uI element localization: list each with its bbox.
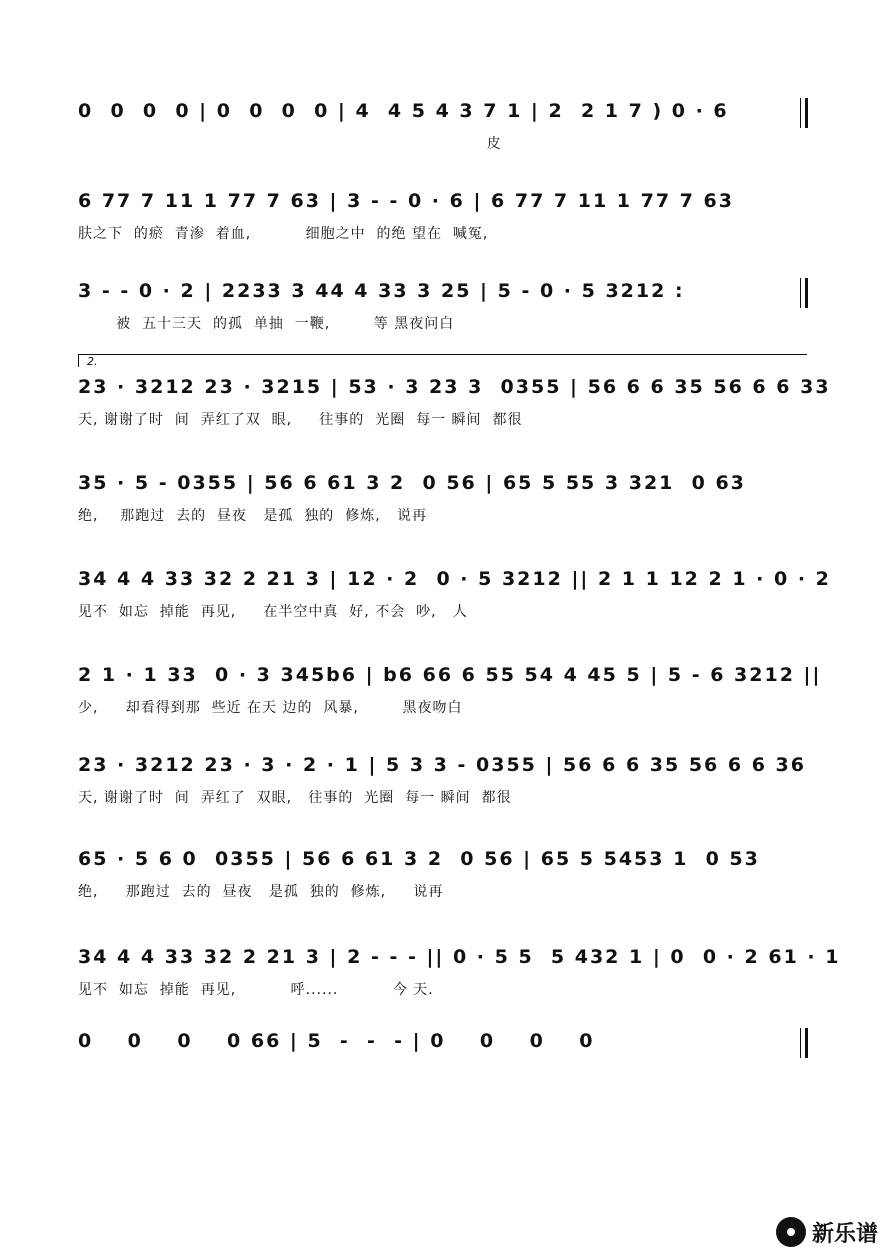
- brand-text: 新乐谱: [811, 1221, 878, 1247]
- lyric-line: 皮: [78, 136, 502, 152]
- lyric-line: 见不 如忘 掉能 再见, 在半空中真 好, 不会 吵, 人: [78, 604, 468, 620]
- barline-double: [800, 98, 808, 128]
- lyric-line: 天, 谢谢了时 间 弄红了双 眼, 往事的 光圈 每一 瞬间 都很: [78, 412, 523, 428]
- notation-line: 6 77 7 11 1 77 7 63 | 3 - - 0 · 6 | 6 77 7 11 1 77 7 63: [78, 190, 734, 212]
- volta-label: 2.: [87, 355, 98, 368]
- lyric-line: 肤之下 的瘀 青渗 着血, 细胞之中 的绝 望在 喊冤,: [78, 226, 489, 242]
- notation-line: 0 0 0 0 | 0 0 0 0 | 4 4 5 4 3 7 1 | 2 2 1 7 ) 0 · 6: [78, 100, 729, 122]
- notation-line: 34 4 4 33 32 2 21 3 | 12 · 2 0 · 5 3212 || 2 1 1 12 2 1 · 0 · 2: [78, 568, 831, 590]
- lyric-line: 绝, 那跑过 去的 昼夜 是孤 独的 修炼, 说再: [78, 508, 428, 524]
- notation-line: 2 1 · 1 33 0 · 3 345b6 | b6 66 6 55 54 4 45 5 | 5 - 6 3212 ||: [78, 664, 822, 686]
- lyric-line: 见不 如忘 掉能 再见, 呼...... 今 天.: [78, 982, 434, 998]
- notation-line: 34 4 4 33 32 2 21 3 | 2 - - - || 0 · 5 5 5 432 1 | 0 0 · 2 61 · 1: [78, 946, 841, 968]
- brand-watermark: [776, 1212, 878, 1252]
- notation-line: 0 0 0 0 66 | 5 - - - | 0 0 0 0: [78, 1030, 595, 1052]
- lyric-line: 天, 谢谢了时 间 弄红了 双眼, 往事的 光圈 每一 瞬间 都很: [78, 790, 512, 806]
- notation-line: 23 · 3212 23 · 3 · 2 · 1 | 5 3 3 - 0355 | 56 6 6 35 56 6 6 36: [78, 754, 806, 776]
- notation-line: 65 · 5 6 0 0355 | 56 6 61 3 2 0 56 | 65 5 5453 1 0 53: [78, 848, 760, 870]
- lyric-line: 绝, 那跑过 去的 昼夜 是孤 独的 修炼, 说再: [78, 884, 444, 900]
- final-barline: [800, 1028, 808, 1058]
- repeat-barline: [800, 278, 808, 308]
- notation-line: 23 · 3212 23 · 3215 | 53 · 3 23 3 0355 | 56 6 6 35 56 6 6 33: [78, 376, 831, 398]
- notation-line: 3 - - 0 · 2 | 2233 3 44 4 33 3 25 | 5 - 0 · 5 3212 :: [78, 280, 685, 302]
- volta-bracket: [78, 354, 807, 367]
- lyric-line: 被 五十三天 的孤 单抽 一鞭, 等 黑夜问白: [78, 316, 455, 332]
- music-disc-icon: [776, 1217, 806, 1247]
- lyric-line: 少, 却看得到那 些近 在天 边的 风暴, 黑夜吻白: [78, 700, 463, 716]
- notation-line: 35 · 5 - 0355 | 56 6 61 3 2 0 56 | 65 5 55 3 321 0 63: [78, 472, 746, 494]
